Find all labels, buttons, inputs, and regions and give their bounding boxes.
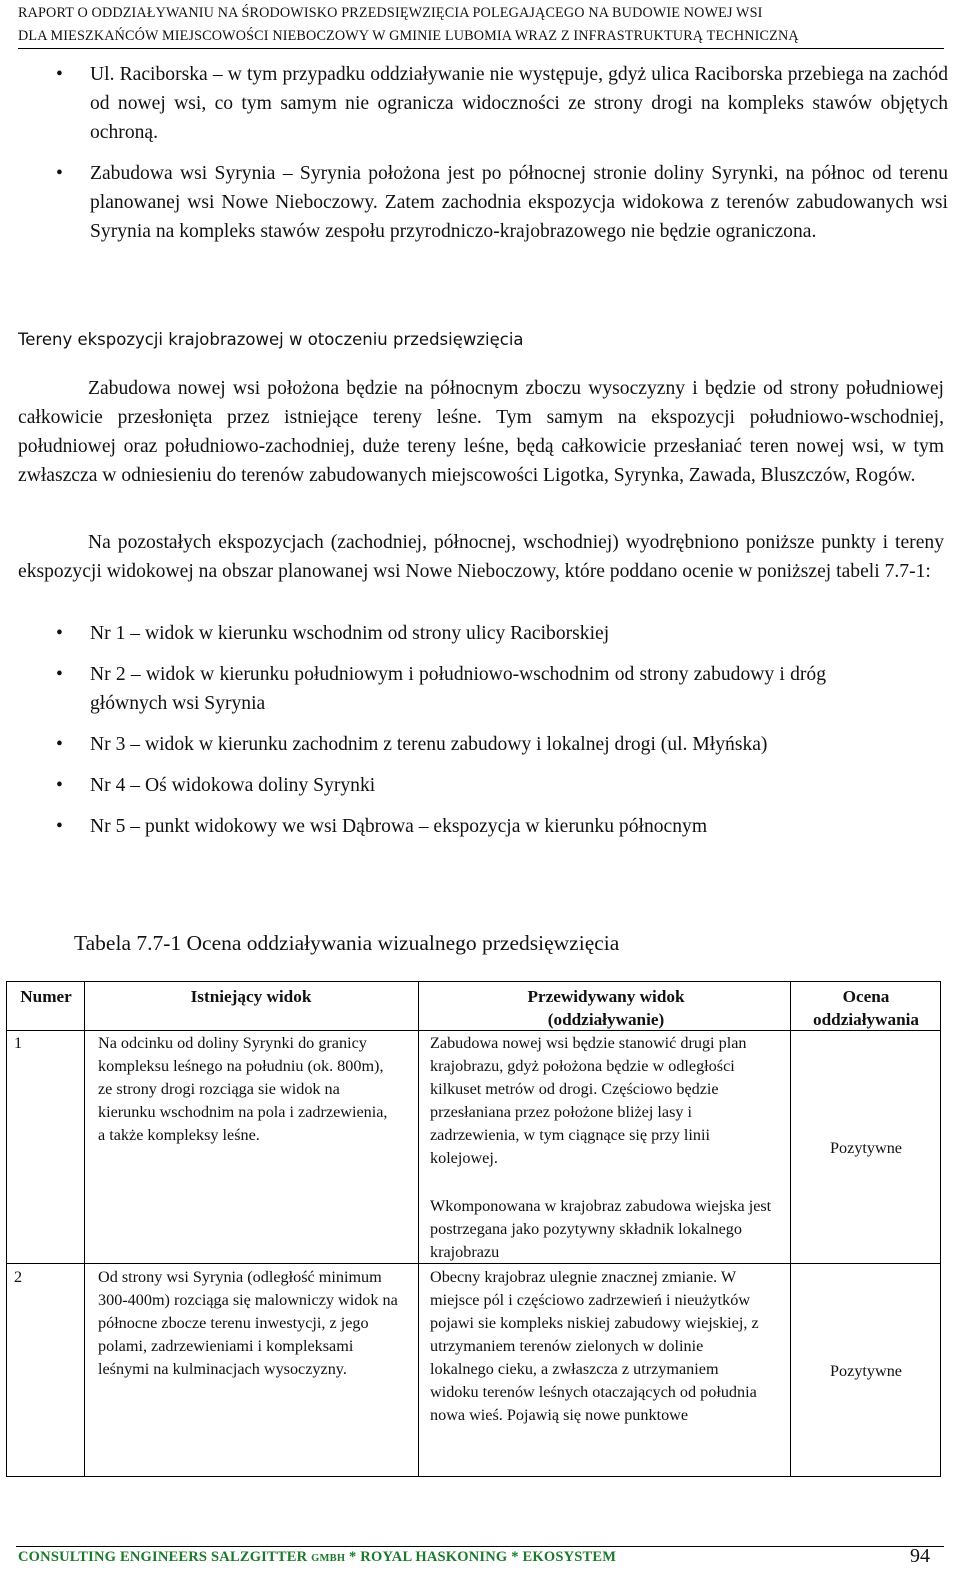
- list-item-text: Ul. Raciborska – w tym przypadku oddziaływanie nie występuje, gdyż ulica Raciborska przebiega na zachód od nowej wsi, co tym samym nie ogranicza widoczności ze strony drogi na kompleks stawów objętych ochroną.: [90, 64, 948, 143]
- list-item: [56, 771, 826, 800]
- cell-istniejacy-widok: Na odcinku od doliny Syrynki do granicy kompleksu leśnego na południu (ok. 800m), ze strony drogi rozciąga sie widok na kierunku wschodnim na pola i zadrzewienia, a także kompleksy leśne.: [98, 1034, 388, 1144]
- list-item-text: Nr 3 – widok w kierunku zachodnim z terenu zabudowy i lokalnej drogi (ul. Młyńska): [90, 734, 768, 755]
- list-item-text: Nr 4 – Oś widokowa doliny Syrynki: [90, 775, 376, 796]
- list-item: [56, 660, 826, 718]
- footer-text: * ROYAL HASKONING * EKOSYSTEM: [345, 1549, 617, 1565]
- table-border-left: [6, 981, 7, 1477]
- bullet-list-viewpoints: [56, 619, 826, 853]
- table-col-divider: [418, 981, 419, 1477]
- bullet-icon: •: [56, 816, 63, 837]
- cell-przewidywany-widok: Obecny krajobraz ulegnie znacznej zmianie. W miejsce pól i częściowo zadrzewień i nieużytków pojawi sie kompleks niskiej zabudowy wiejskiej, z utrzymaniem terenów zielonych w dolinie lokalnego cieku, a zwłaszcza z utrzymaniem widoku terenów leśnych otaczających od południa nowa wieś. Pojawią się nowe punktowe: [430, 1268, 759, 1424]
- cell-przewidywany-widok-note: Wkomponowana w krajobraz zabudowa wiejska jest postrzegana jako pozytywny składnik lokalnego krajobrazu: [430, 1197, 772, 1261]
- bullet-icon: •: [56, 775, 63, 796]
- list-item: [56, 812, 826, 841]
- bullet-icon: •: [56, 664, 63, 685]
- footer-company-names: [18, 1549, 616, 1566]
- table-border-bottom: [6, 1476, 941, 1477]
- header-numer: Numer: [20, 987, 72, 1006]
- bullet-icon: •: [56, 623, 63, 644]
- header-ocena: Ocena oddziaływania: [812, 987, 919, 1029]
- table-border-top: [6, 981, 941, 982]
- table-col-divider: [84, 981, 85, 1477]
- list-item-text: Nr 2 – widok w kierunku południowym i południowo-wschodnim od strony zabudowy i dróg głównych wsi Syrynia: [90, 664, 826, 714]
- cell-numer: 1: [14, 1034, 23, 1052]
- cell-istniejacy-widok: Od strony wsi Syrynia (odległość minimum 300-400m) rozciąga się malowniczy widok na północne zbocze terenu inwestycji, z jego polami, zadrzewieniami i kompleksami leśnymi na kulminacjach wysoczyzny.: [98, 1268, 398, 1378]
- cell-ocena: Pozytywne: [830, 1139, 902, 1157]
- cell-przewidywany-widok: Zabudowa nowej wsi będzie stanowić drugi plan krajobrazu, gdyż położona będzie w odległości kilkuset metrów od drogi. Częściowo będzie przesłaniana przez położone bliżej lasy i zadrzewienia, w tym ciągnące się przy linii kolejowej.: [430, 1034, 747, 1167]
- cell-numer: 2: [14, 1268, 23, 1286]
- header-line-2: DLA MIESZKAŃCÓW MIEJSCOWOŚCI NIEBOCZOWY W GMINIE LUBOMIA WRAZ Z INFRASTRUKTURĄ TECHNICZNĄ: [18, 28, 799, 44]
- list-item-text: Nr 1 – widok w kierunku wschodnim od strony ulicy Raciborskiej: [90, 623, 610, 644]
- list-item-text: Nr 5 – punkt widokowy we wsi Dąbrowa – ekspozycja w kierunku północnym: [90, 816, 708, 837]
- table-border-right: [940, 981, 941, 1477]
- assessment-table: [6, 981, 941, 1477]
- document-header: [18, 2, 944, 48]
- header-przewidywany-widok: Przewidywany widok (oddziaływanie): [527, 987, 685, 1029]
- header-istniejacy-widok: Istniejący widok: [190, 987, 312, 1006]
- cell-ocena: Pozytywne: [830, 1362, 902, 1380]
- list-item-text: Zabudowa wsi Syrynia – Syrynia położona jest po północnej stronie doliny Syrynki, na północ od terenu planowanej wsi Nowe Nieboczowy. Zatem zachodnia ekspozycja widokowa z terenów zabudowanych wsi Syrynia na kompleks stawów zespołu przyrodniczo-krajobrazowego nie będzie ograniczona.: [90, 163, 948, 242]
- list-item: [56, 619, 826, 648]
- bullet-icon: •: [56, 734, 63, 755]
- table-caption: Tabela 7.7-1 Ocena oddziaływania wizualnego przedsięwzięcia: [74, 931, 620, 955]
- section-heading: Tereny ekspozycji krajobrazowej w otoczeniu przedsięwzięcia: [18, 330, 524, 349]
- paragraph: Na pozostałych ekspozycjach (zachodniej, północnej, wschodniej) wyodrębniono poniższe punkty i tereny ekspozycji widokowej na obszar planowanej wsi Nowe Nieboczowy, które poddano ocenie w poniższej tabeli 7.7-1:: [18, 532, 944, 582]
- list-item: [56, 730, 826, 759]
- bullet-list-roads: [56, 60, 948, 258]
- header-line-1: RAPORT O ODDZIAŁYWANIU NA ŚRODOWISKO PRZEDSIĘWZIĘCIA POLEGAJĄCEGO NA BUDOWIE NOWEJ WSI: [18, 5, 763, 21]
- paragraph: Zabudowa nowej wsi położona będzie na północnym zboczu wysoczyzny i będzie od strony południowej całkowicie przesłonięta przez istniejące tereny leśne. Tym samym na ekspozycji południowo-wschodniej, południowej oraz południowo-zachodniej, duże tereny leśne, będą całkowicie przesłaniać teren nowej wsi, w tym zwłaszcza w odniesieniu do terenów zabudowanych miejscowości Ligotka, Syrynka, Zawada, Bluszczów, Rogów.: [18, 378, 944, 486]
- footer-text-small: GMBH: [311, 1553, 346, 1564]
- footer-text: CONSULTING ENGINEERS SALZGITTER: [18, 1549, 312, 1565]
- list-item: [56, 159, 948, 246]
- page-number: 94: [910, 1545, 930, 1567]
- header-divider: [18, 48, 944, 49]
- footer-divider: [16, 1546, 944, 1547]
- bullet-icon: •: [56, 163, 63, 184]
- table-col-divider: [790, 981, 791, 1477]
- list-item: [56, 60, 948, 147]
- bullet-icon: •: [56, 64, 63, 85]
